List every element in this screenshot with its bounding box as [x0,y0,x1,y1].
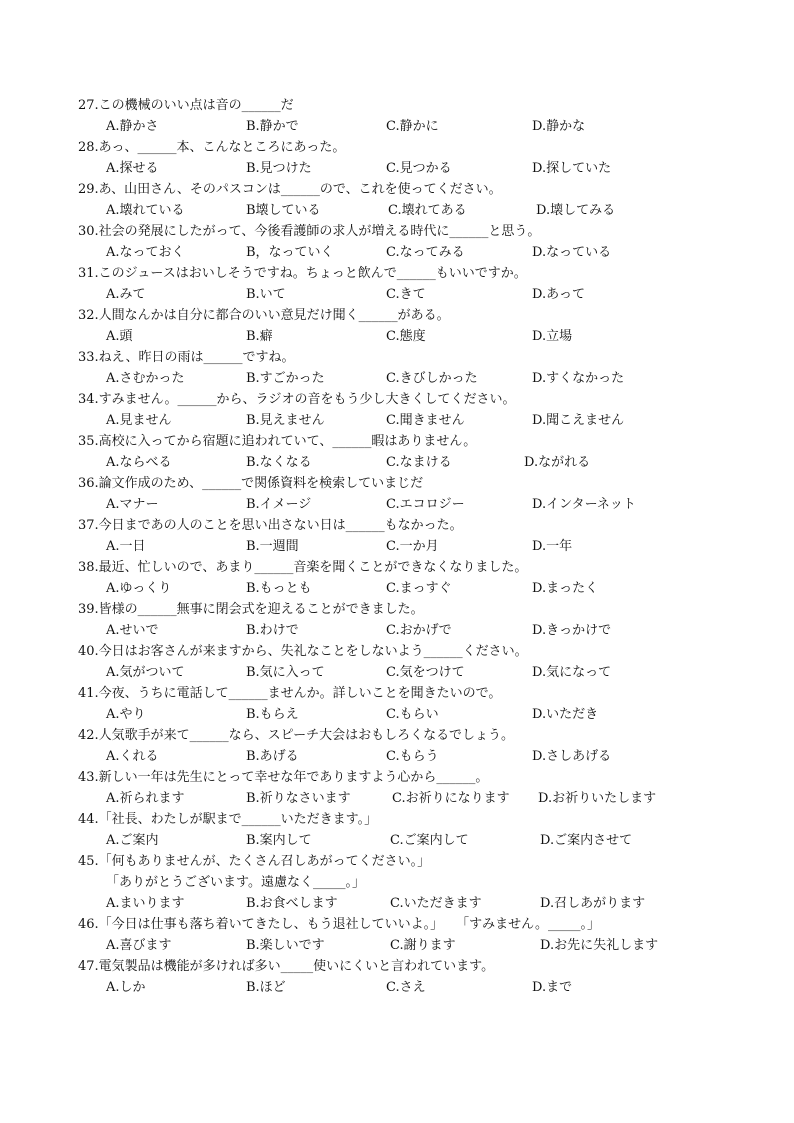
option-b[interactable]: B壊している [246,203,321,218]
option-a[interactable]: A.壊れている [106,203,185,218]
option-d[interactable]: D.召しあがります [540,896,646,911]
question-28 [78,139,778,160]
option-b[interactable]: B.あげる [246,749,299,764]
question-41 [78,685,778,706]
option-a[interactable]: A.やり [106,707,146,722]
option-c[interactable]: C.きびしかった [386,371,478,386]
option-c[interactable]: C.もらう [386,749,439,764]
option-d[interactable]: D.壊してみる [536,203,616,218]
option-a[interactable]: A.マナー [106,497,159,512]
question-stem: 28.あっ、______本、こんなところにあった。 [78,140,346,155]
option-b[interactable]: B.案内して [246,833,312,848]
options-row [106,118,786,136]
option-a[interactable]: A.さむかった [106,371,185,386]
option-b[interactable]: B.癖 [246,329,273,344]
question-stem: 44.「社長、わたしが駅まで______いただきます。」 [78,812,378,827]
options-row [106,328,786,346]
question-stem: 32.人間なんかは自分に都合のいい意見だけ聞く______がある。 [78,308,450,323]
options-row [106,979,786,997]
option-d[interactable]: D.一年 [532,539,573,554]
option-b[interactable]: B.祈りなさいます [246,791,351,806]
options-row [106,706,786,724]
question-stem: 40.今日はお客さんが来ますから、失礼なことをしないよう______ください。 [78,644,528,659]
question-35 [78,433,778,454]
options-row [106,937,786,955]
option-d[interactable]: D.あって [532,287,585,302]
question-27 [78,97,778,118]
option-d[interactable]: D.聞こえません [532,413,625,428]
options-row [106,244,786,262]
option-d[interactable]: D.まで [532,980,573,995]
options-row [106,832,786,850]
option-a[interactable]: A.まいります [106,896,185,911]
option-b[interactable]: B.もっとも [246,581,312,596]
option-a[interactable]: A.静かさ [106,119,159,134]
question-stem: 34.すみません。______から、ラジオの音をもう少し大きくしてください。 [78,392,516,407]
option-b[interactable]: B.静かで [246,119,299,134]
options-row [106,538,786,556]
option-a[interactable]: A.気がついて [106,665,185,680]
option-a[interactable]: A.くれる [106,749,159,764]
question-stem: 35.高校に入ってから宿題に追われていて、______暇はありません。 [78,434,477,449]
question-33 [78,349,778,370]
question-47 [78,958,778,979]
question-stem: 47.電気製品は機能が多ければ多い_____使いにくいと言われています。 [78,959,495,974]
option-a[interactable]: A.ゆっくり [106,581,172,596]
option-d[interactable]: D.お祈りいたします [538,791,657,806]
option-d[interactable]: D.静かな [532,119,586,134]
option-b[interactable]: B.気に入って [246,665,325,680]
option-a[interactable]: A.一日 [106,539,146,554]
option-d[interactable]: D.お先に失礼します [540,938,659,953]
option-d[interactable]: D.ご案内させて [540,833,633,848]
option-c[interactable]: C.一か月 [386,539,439,554]
option-b[interactable]: B.すごかった [246,371,325,386]
options-row [106,370,786,388]
question-29 [78,181,778,202]
question-stem: 46.「今日は仕事も落ち着いてきたし、もう退社していいよ。」 「すみません。_____。」 [78,917,600,932]
option-c[interactable]: C.まっすぐ [386,581,452,596]
question-stem: 「ありがとうございます。遠慮なく_____。」 [106,875,365,890]
option-d[interactable]: D.まったく [532,581,599,596]
question-stem: 43.新しい一年は先生にとって幸せな年でありますよう心から______。 [78,770,489,785]
option-d[interactable]: D.すくなかった [532,371,625,386]
options-row [106,895,786,913]
question-stem: 41.今夜、うちに電話して______ませんか。詳しいことを聞きたいので。 [78,686,502,701]
option-b[interactable]: B.イメージ [246,497,312,512]
option-c[interactable]: C.静かに [386,119,439,134]
question-30 [78,223,778,244]
options-row [106,412,786,430]
option-c[interactable]: C.エコロジー [386,497,465,512]
question-stem: 29.あ、山田さん、そのパスコンは______ので、これを使ってください。 [78,182,502,197]
question-stem: 37.今日まであの人のことを思い出さない日は______もなかった。 [78,518,463,533]
options-row [106,622,786,640]
question-stem: 36.論文作成のため、______で関係資料を検索していまじだ [78,476,424,491]
option-c[interactable]: C.謝ります [390,938,456,953]
option-d[interactable]: D.気になって [532,665,612,680]
question-43 [78,769,778,790]
option-b[interactable]: B.お食べします [246,896,338,911]
question-36 [78,475,778,496]
option-b[interactable]: B.もらえ [246,707,299,722]
option-d[interactable]: D.インターネット [532,497,636,512]
options-row [106,664,786,682]
option-d[interactable]: D.探していた [532,161,612,176]
question-39 [78,601,778,622]
question-34 [78,391,778,412]
option-b[interactable]: B.わけで [246,623,299,638]
options-row [106,580,786,598]
question-stem: 42.人気歌手が来て______なら、スピーチ大会はおもしろくなるでしょう。 [78,728,515,743]
option-a[interactable]: A.せいで [106,623,159,638]
question-42 [78,727,778,748]
question-44 [78,811,778,832]
option-d[interactable]: D.いただき [532,707,599,722]
question-stem: 27.この機械のいい点は音の______だ [78,98,294,113]
option-a[interactable]: A.みて [106,287,146,302]
question-stem: 31.このジュースはおいしそうですね。ちょっと飲んで______もいいですか。 [78,266,527,281]
question-46 [78,916,778,937]
question-40 [78,643,778,664]
option-a[interactable]: A.喜びます [106,938,172,953]
question-32 [78,307,778,328]
option-d[interactable]: D.さしあげる [532,749,612,764]
question-45 [78,853,778,895]
option-b[interactable]: B.見えません [246,413,325,428]
option-b[interactable]: B.一週間 [246,539,299,554]
option-c[interactable]: C.お祈りになります [392,791,510,806]
options-row [106,286,786,304]
option-a[interactable]: A.ご案内 [106,833,159,848]
option-c[interactable]: C.ご案内して [390,833,469,848]
question-stem: 39.皆様の______無事に閉会式を迎えることができました。 [78,602,424,617]
options-row [106,160,786,178]
option-c[interactable]: C.気をつけて [386,665,465,680]
option-a[interactable]: A.なっておく [106,245,185,260]
option-d[interactable]: D.きっかけで [532,623,612,638]
question-38 [78,559,778,580]
options-row [106,496,786,514]
option-a[interactable]: A.探せる [106,161,159,176]
option-d[interactable]: D.ながれる [524,455,591,470]
option-b[interactable]: B.見つけた [246,161,312,176]
option-a[interactable]: A.見ません [106,413,172,428]
option-c[interactable]: C.もらい [386,707,439,722]
question-stem: 33.ねえ、昨日の雨は______ですね。 [78,350,295,365]
option-b[interactable]: B.楽しいです [246,938,325,953]
option-c[interactable]: C.きて [386,287,426,302]
option-c[interactable]: C.なってみる [386,245,465,260]
option-b[interactable]: B.ほど [246,980,286,995]
option-b[interactable]: B，なっていく [246,245,334,260]
options-row [106,202,786,220]
options-row [106,790,786,808]
option-c[interactable]: C.なまける [386,455,452,470]
option-c[interactable]: C.聞きません [386,413,465,428]
option-c[interactable]: C.態度 [386,329,426,344]
question-31 [78,265,778,286]
option-a[interactable]: A.頭 [106,329,133,344]
options-row [106,454,786,472]
question-stem: 45.「何もありませんが、たくさん召しあがってください。」 [78,854,431,869]
question-stem: 38.最近、忙しいので、あまり______音楽を聞くことができなくなりました。 [78,560,528,575]
option-a[interactable]: A.しか [106,980,146,995]
option-c[interactable]: C.おかげで [386,623,452,638]
options-row [106,748,786,766]
option-b[interactable]: B.なくなる [246,455,312,470]
option-c[interactable]: C.壊れてある [388,203,467,218]
option-b[interactable]: B.いて [246,287,286,302]
option-c[interactable]: C.いただきます [390,896,482,911]
question-stem: 30.社会の発展にしたがって、今後看護師の求人が増える時代に______と思う。 [78,224,541,239]
question-37 [78,517,778,538]
option-c[interactable]: C.さえ [386,980,426,995]
option-d[interactable]: D.なっている [532,245,612,260]
option-c[interactable]: C.見つかる [386,161,452,176]
option-a[interactable]: A.ならべる [106,455,172,470]
option-a[interactable]: A.祈られます [106,791,185,806]
option-d[interactable]: D.立場 [532,329,573,344]
